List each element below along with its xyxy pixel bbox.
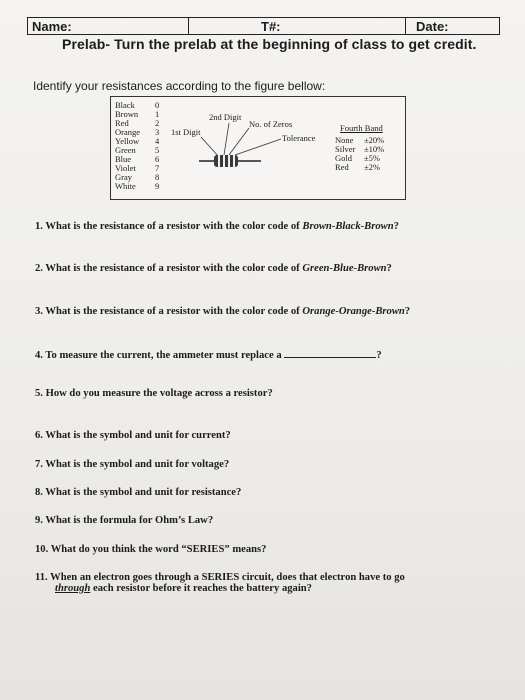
second-digit-label: 2nd Digit (209, 112, 242, 122)
color-name: Blue (115, 154, 132, 164)
tolerance-value-list (364, 136, 384, 172)
question-10: 10. What do you think the word “SERIES” means? (35, 544, 267, 555)
question-mark: ? (393, 221, 399, 232)
resistor-band (228, 155, 230, 167)
color-name: Yellow (115, 136, 140, 146)
date-label: Date: (416, 19, 449, 34)
question-5: 5. How do you measure the voltage across a resistor? (35, 388, 273, 399)
question-text: 4. To measure the current, the ammeter must replace a (35, 350, 285, 361)
question-8: 8. What is the symbol and unit for resistance? (35, 487, 242, 498)
tolerance-name: Silver (335, 144, 356, 154)
color-value: 3 (155, 127, 160, 137)
color-code: Orange-Orange-Brown (302, 306, 405, 317)
resistor-diagram (111, 97, 407, 201)
header-box (27, 17, 500, 35)
question-text: 3. What is the resistance of a resistor with the color code of (35, 306, 303, 317)
tolerance-value: ±20% (364, 135, 385, 145)
question-mark: ? (386, 263, 392, 274)
answer-blank[interactable] (284, 348, 376, 358)
color-value: 9 (155, 181, 160, 191)
resistor-color-code-figure (110, 96, 406, 200)
tolerance-label: Tolerance (282, 133, 316, 143)
tolerance-value: ±5% (364, 153, 380, 163)
color-name: Orange (115, 127, 141, 137)
first-digit-label: 1st Digit (171, 127, 201, 137)
color-name: Gray (115, 172, 132, 182)
color-name: White (115, 181, 136, 191)
header-divider (188, 18, 189, 34)
color-code: Brown-Black-Brown (302, 221, 394, 232)
question-text: 11. When an electron goes through a SERIES circuit, does that electron have to go (35, 572, 405, 583)
resistor-band (223, 155, 225, 167)
color-value: 4 (155, 136, 160, 146)
color-code: Green-Blue-Brown (302, 263, 387, 274)
color-value: 7 (155, 163, 160, 173)
question-2 (35, 263, 392, 274)
question-1 (35, 221, 399, 232)
resistor-band (218, 155, 220, 167)
figure-intro: Identify your resistances according to the figure bellow: (33, 79, 326, 93)
tolerance-name: None (335, 135, 354, 145)
question-4 (35, 348, 382, 361)
question-6: 6. What is the symbol and unit for current? (35, 430, 231, 441)
question-mark: ? (404, 306, 411, 317)
zeros-label: No. of Zeros (249, 119, 293, 129)
color-name: Violet (115, 163, 136, 173)
tolerance-value: ±10% (364, 144, 385, 154)
resistor-band (233, 155, 235, 167)
tolerance-name: Gold (335, 153, 352, 163)
tolerance-name-list (335, 136, 355, 172)
color-name: Brown (115, 109, 139, 119)
question-text-line-2 (35, 583, 405, 594)
color-name: Black (115, 100, 135, 110)
question-7: 7. What is the symbol and unit for voltage? (35, 459, 230, 470)
t-number-label: T#: (261, 19, 281, 34)
question-text: each resistor before it reaches the battery again? (90, 583, 312, 594)
tolerance-pointer (235, 139, 281, 155)
color-name: Red (115, 118, 129, 128)
name-label: Name: (32, 19, 72, 34)
fourth-band-heading: Fourth Band (340, 123, 383, 133)
emphasized-word: through (55, 583, 91, 594)
header-divider (405, 18, 406, 34)
color-value: 1 (155, 109, 160, 119)
color-name: Green (115, 145, 136, 155)
second-digit-pointer (224, 123, 229, 155)
color-value: 8 (155, 172, 160, 182)
question-text: 1. What is the resistance of a resistor with the color code of (35, 221, 303, 232)
tolerance-value: ±2% (364, 162, 380, 172)
question-11 (35, 572, 405, 594)
first-digit-pointer (201, 137, 219, 157)
color-value: 5 (155, 145, 160, 155)
question-3 (35, 306, 410, 317)
tolerance-name: Red (335, 162, 349, 172)
question-mark: ? (376, 350, 382, 361)
color-value: 0 (155, 100, 160, 110)
question-text: 2. What is the resistance of a resistor with the color code of (35, 263, 303, 274)
color-value: 6 (155, 154, 160, 164)
question-9: 9. What is the formula for Ohm’s Law? (35, 515, 214, 526)
color-value: 2 (155, 118, 160, 128)
prelab-instruction: Prelab- Turn the prelab at the beginning of class to get credit. (62, 36, 477, 52)
